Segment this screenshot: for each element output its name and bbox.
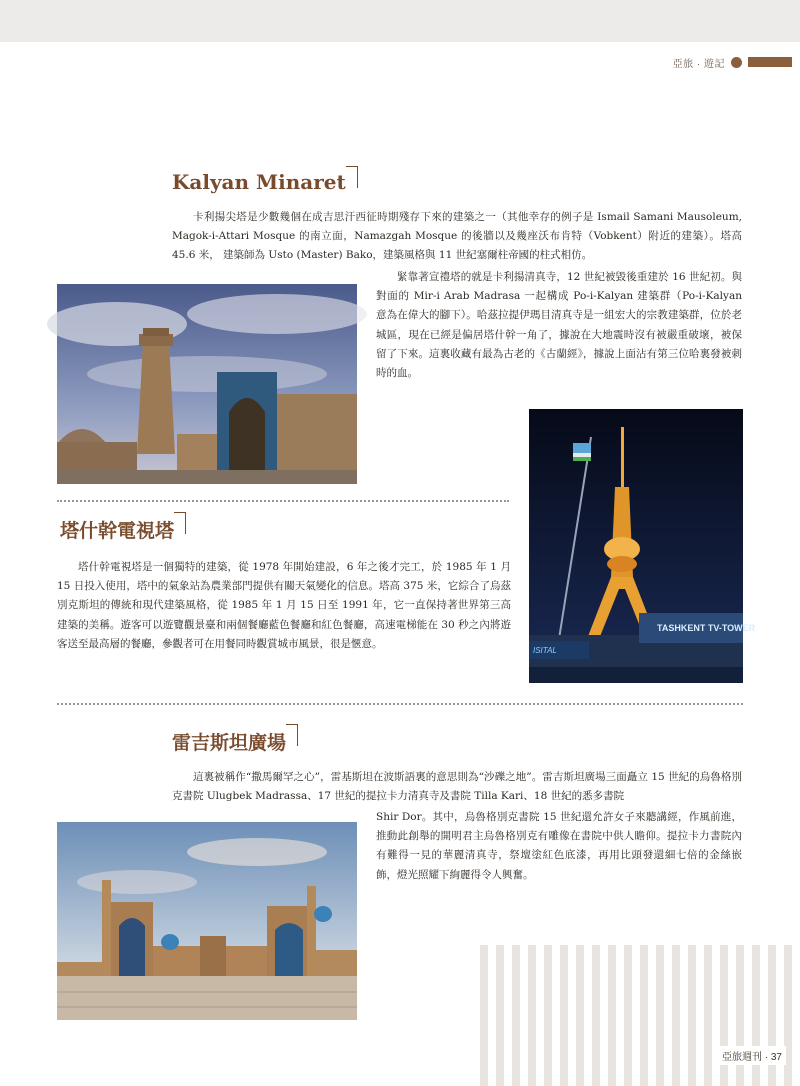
page-footer: 亞旅週刊 · 37 bbox=[718, 1046, 786, 1065]
top-band bbox=[0, 0, 800, 42]
tv-tower-small-sign-text: ISITAL bbox=[533, 646, 557, 655]
section-title-kalyan bbox=[172, 170, 346, 194]
section-label: 亞旅 · 遊記 bbox=[672, 58, 725, 70]
tv-tower-sign-text: TASHKENT TV-TOWER bbox=[657, 623, 756, 633]
tv-tower-title-text: 塔什幹電視塔 bbox=[60, 520, 175, 542]
tv-tower-paragraph: 塔什幹電視塔是一個獨特的建築，從 1978 年開始建設，6 年之後才完工，於 1985 年 1 月 15 日投入使用，塔中的氣象站為農業部門提供有關天氣變化的信息。塔高 375 米，它綜合了烏茲別克斯坦的傳統和現代建築風格，從 1985 年 1 月 15 日至 1991 年，它一直保持著世界第三高建築的美稱。遊客可以遊覽觀景臺和兩個餐廳藍色餐廳和紅色餐廳，高速電梯能在 30 秒之內將遊客送至最高層的餐廳，參觀者可在用餐同時觀賞城市風景，很是愜意。 bbox=[57, 561, 511, 650]
header-bar-ornament bbox=[748, 57, 792, 67]
section-title-registan bbox=[172, 728, 286, 755]
title-frame-ornament bbox=[346, 166, 358, 188]
title-frame-ornament bbox=[174, 512, 186, 534]
kalyan-minaret-photo bbox=[57, 284, 357, 484]
tashkent-tv-tower-photo bbox=[529, 409, 756, 683]
section-divider bbox=[57, 703, 743, 705]
title-frame-ornament bbox=[286, 724, 298, 746]
registan-paragraph-2: Shir Dor。其中，烏魯格別克書院 15 世紀還允許女子來聽講經，作風前進，推動此創舉的開明君主烏魯格別克有雕像在書院中供人瞻仰。提拉卡力書院內有難得一見的華麗清真寺，祭壇塗紅色底漆，再用比頭發還細七倍的金絲嵌飾，燈光照耀下絢麗得令人興奮。 bbox=[376, 811, 742, 881]
section-title-tv-tower bbox=[60, 516, 174, 543]
kalyan-title-text: Kalyan Minaret bbox=[172, 170, 346, 194]
running-header bbox=[673, 55, 792, 69]
header-dot-ornament bbox=[731, 57, 742, 68]
kalyan-paragraph-1: 卡利揚尖塔是少數幾個在成吉思汗西征時期殘存下來的建築之一（其他幸存的例子是 Ismail Samani Mausoleum, Magok-i-Attari Mosque 的南立面，Namazgah Mosque 的後牆以及幾座沃布肯特（Vobkent）附近的建築）。塔高 45.6 米， 建築師為 Usto (Master) Bako，建築風格與 11 世紀塞爾柱帝國的柱式相仿。 bbox=[172, 211, 742, 262]
registan-paragraph-1: 這裏被稱作“撒馬爾罕之心”，雷基斯坦在波斯語裏的意思則為“沙礫之地”。雷吉斯坦廣場三面矗立 15 世紀的烏魯格別克書院 Ulugbek Madrassa、17 世紀的提拉卡力清真寺及書院 Tilla Kari、18 世紀的悉多書院 bbox=[172, 771, 742, 803]
kalyan-paragraph-2: 緊靠著宣禮塔的就是卡利揚清真寺，12 世紀被毀後重建於 16 世紀初。與對面的 Mir-i Arab Madrasa 一起構成 Po-i-Kalyan 建築群（Po-i-Kalyan 意為在偉大的腳下）。哈茲拉提伊瑪目清真寺是一組宏大的宗教建築群，位於老城區，現在已經是偏居塔什幹一角了，據說在大地震時沒有被嚴重破壞，被保留了下來。這裏收藏有最為古老的《古蘭經》，據說上面沾有第三位哈裏發被刺時的血。 bbox=[376, 271, 742, 380]
registan-square-photo bbox=[57, 822, 357, 1020]
registan-title-text: 雷吉斯坦廣場 bbox=[172, 732, 287, 754]
section-divider bbox=[57, 500, 509, 502]
